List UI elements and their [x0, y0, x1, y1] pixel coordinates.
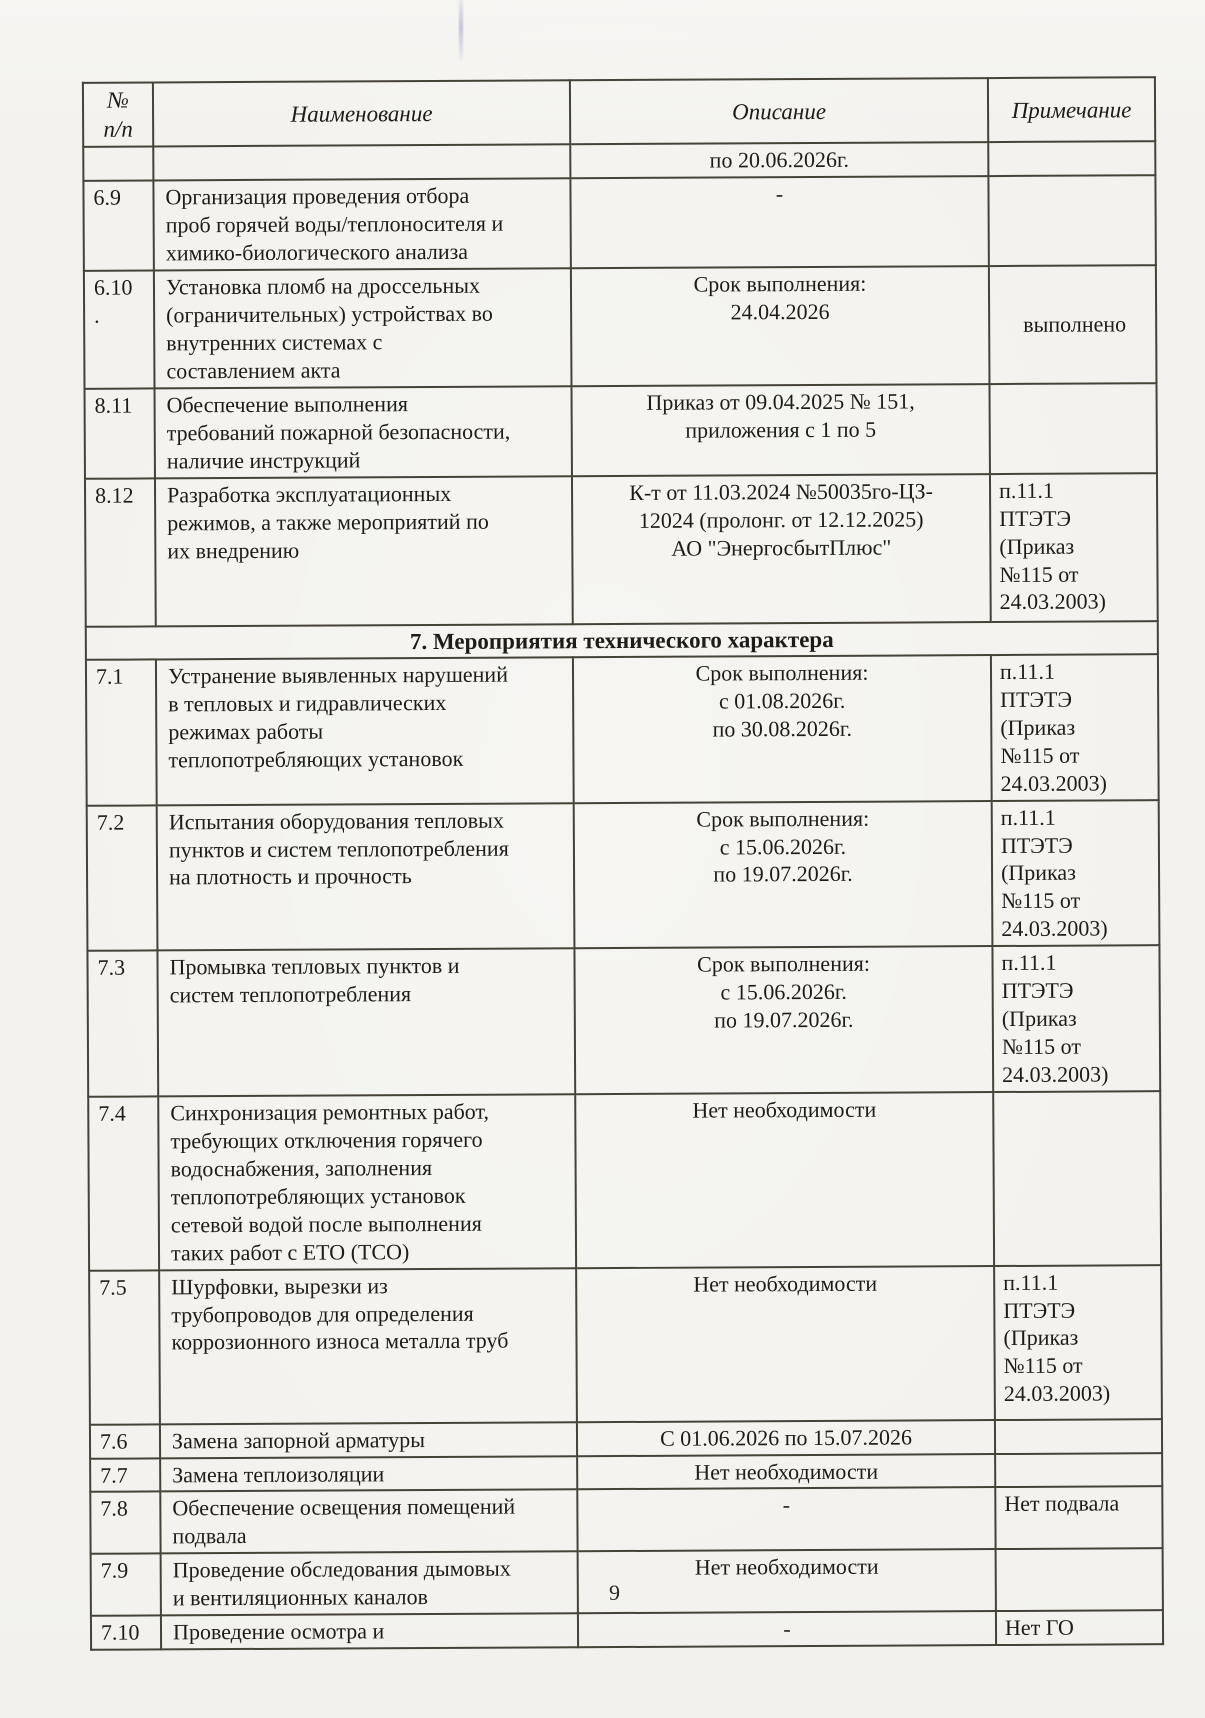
header-note: Примечание: [988, 77, 1155, 142]
table-row-7-5: [89, 1265, 1162, 1425]
cell-desc: -: [570, 176, 988, 268]
table-row-7-6: [90, 1419, 1162, 1459]
scan-artifact-streak: [459, 0, 463, 60]
cell-desc: Срок выполнения: 24.04.2026: [571, 266, 990, 386]
cell-note: [989, 383, 1156, 474]
cell-num: 7.5: [89, 1270, 160, 1424]
cell-note: п.11.1 ПТЭТЭ (Приказ №115 от 24.03.2003): [992, 945, 1160, 1092]
cell-name: Устранение выявленных нарушений в тепловых и гидравлических режимах работы теплопотребляющих установок: [156, 657, 574, 805]
cell-num: 7.4: [88, 1096, 159, 1270]
cell-desc: Срок выполнения: с 15.06.2026г. по 19.07.2026г.: [574, 946, 993, 1094]
cell-desc: -: [577, 1488, 995, 1552]
cell-desc: Нет необходимости: [576, 1266, 995, 1422]
cell-num: 7.3: [87, 951, 158, 1097]
cell-name: Шурфовки, вырезки из трубопроводов для определения коррозионного износа металла труб: [159, 1268, 577, 1424]
cell-note: п.11.1 ПТЭТЭ (Приказ №115 от 24.03.2003): [994, 1265, 1162, 1420]
table-header-row: [83, 77, 1155, 147]
cell-num: 7.10: [91, 1616, 161, 1650]
cell-note: [995, 1419, 1162, 1454]
cell-num: 7.1: [86, 659, 157, 805]
cell-desc: Нет необходимости: [575, 1092, 994, 1268]
cell-name: Испытания оборудования тепловых пунктов и систем теплопотребления на плотность и прочность: [157, 803, 575, 951]
maintenance-plan-table: [82, 76, 1164, 1651]
cell-note: [993, 1091, 1161, 1265]
cell-desc: по 20.06.2026г.: [570, 142, 988, 178]
cell-num: 7.7: [90, 1458, 160, 1492]
cell-name: Разработка эксплуатационных режимов, а также мероприятий по их внедрению: [155, 476, 573, 626]
maintenance-plan-table-wrap: [82, 76, 1162, 1651]
cell-desc: Срок выполнения: с 15.06.2026г. по 19.07.2026г.: [574, 801, 993, 949]
header-desc: Описание: [570, 78, 988, 145]
cell-num: 7.6: [90, 1424, 160, 1458]
table-row-7-4: [88, 1091, 1161, 1270]
cell-num: 6.10 .: [84, 271, 155, 389]
cell-note: п.11.1 ПТЭТЭ (Приказ №115 от 24.03.2003): [992, 800, 1160, 947]
table-row-8-11: [85, 383, 1157, 478]
cell-desc: Срок выполнения: с 01.08.2026г. по 30.08.2026г.: [573, 655, 992, 803]
cell-note: Нет ГО: [996, 1610, 1163, 1645]
cell-desc: Нет необходимости: [578, 1549, 996, 1613]
cell-name: Синхронизация ремонтных работ, требующих отключения горячего водоснабжения, заполнения теплопотребляющих установок сетевой водой после выполнения таких работ с ЕТО (ТСО): [158, 1094, 576, 1270]
header-num: № п/п: [83, 82, 153, 147]
cell-name: Проведение обследования дымовых и вентиляционных каналов: [161, 1552, 578, 1616]
cell-note: выполнено: [989, 265, 1157, 384]
cell-name: Замена теплоизоляции: [160, 1456, 577, 1492]
table-row-7-2: [87, 800, 1160, 951]
table-row-7-10: [91, 1610, 1163, 1650]
cell-num: 8.12: [85, 478, 156, 626]
table-row-7-8: [90, 1487, 1162, 1554]
cell-desc: -: [578, 1611, 996, 1647]
table-row-7-1: [86, 654, 1159, 805]
cell-note: п.11.1 ПТЭТЭ (Приказ №115 от 24.03.2003): [990, 473, 1158, 622]
cell-name: Организация проведения отбора проб горячей воды/теплоносителя и химико-биологического анализа: [153, 179, 570, 271]
table-row-continuation: [83, 142, 1155, 182]
cell-name: Обеспечение освещения помещений подвала: [160, 1490, 577, 1554]
cell-desc: С 01.06.2026 по 15.07.2026: [577, 1420, 995, 1456]
cell-name: Проведение осмотра и: [161, 1613, 578, 1649]
cell-note: п.11.1 ПТЭТЭ (Приказ №115 от 24.03.2003): [991, 654, 1159, 801]
page-number: 9: [609, 1580, 620, 1605]
cell-name: Промывка тепловых пунктов и систем теплопотребления: [157, 949, 575, 1097]
cell-desc: Нет необходимости: [577, 1454, 995, 1490]
cell-note: Нет подвала: [995, 1487, 1162, 1550]
cell-name: Обеспечение выполнения требований пожарной безопасности, наличие инструкций: [155, 386, 572, 478]
cell-num: 7.8: [90, 1492, 160, 1554]
section-title: 7. Мероприятия технического характера: [86, 621, 1158, 660]
cell-desc: Приказ от 09.04.2025 № 151, приложения с 1 по 5: [571, 384, 989, 476]
table-row-8-12: [85, 473, 1158, 627]
table-row-6-9: [83, 176, 1155, 271]
cell-num: 6.9: [83, 181, 153, 271]
cell-desc: К-т от 11.03.2024 №50035го-ЦЗ- 12024 (пролонг. от 12.12.2025) АО "ЭнергосбытПлюс": [572, 474, 991, 624]
header-name: Наименование: [153, 80, 570, 147]
table-row-7-7: [90, 1453, 1162, 1493]
cell-note: [988, 176, 1155, 267]
cell-name: Замена запорной арматуры: [160, 1422, 577, 1458]
section-header-row: [86, 621, 1158, 660]
cell-note: [995, 1453, 1162, 1488]
cell-num: 8.11: [85, 388, 155, 478]
table-row-7-3: [87, 945, 1160, 1096]
table-row-6-10: [84, 265, 1157, 388]
cell-num: 7.2: [87, 805, 158, 951]
cell-name: Установка пломб на дроссельных (ограничительных) устройствах во внутренних системах с составлением акта: [154, 268, 572, 388]
cell-num: 7.9: [91, 1554, 161, 1616]
